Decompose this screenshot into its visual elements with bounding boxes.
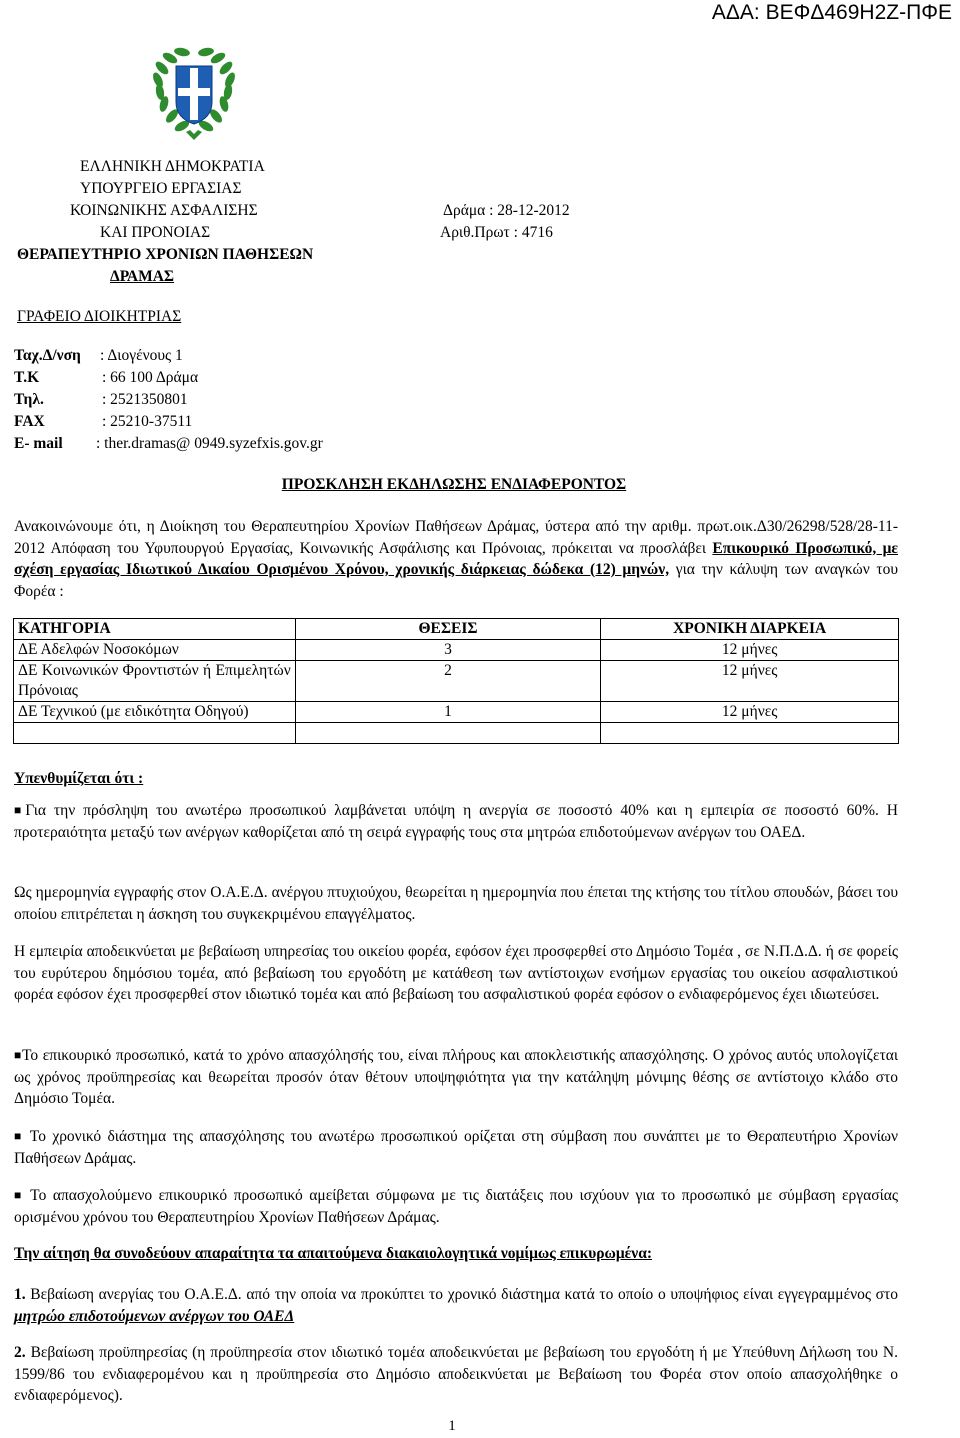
email-label: E- mail <box>14 435 63 452</box>
documents-title: Την αίτηση θα συνοδεύουν απαραίτητα τα απαιτούμενα διακαιολογητικά νομίμως επικυρωμένα: <box>14 1245 653 1262</box>
intro-text: Ανακοινώνουμε ότι, η Διοίκηση του Θεραπευτηρίου Χρονίων Παθήσεων Δράμας, ύστερα από την αριθμ. πρωτ.οικ.Δ30/26298/528/28-11-2012 Απόφαση του Υφυπουργού Εργασίας, Κοινωνικής Ασφάλισης και Πρόνοιας, πρόκειται να προσλάβει <box>14 518 898 557</box>
address-value: : Διογένους 1 <box>100 347 183 364</box>
paragraph-6: ■ Το απασχολούμενο επικουρικό προσωπικό αμείβεται σύμφωνα με τις διατάξεις που ισχύουν για το προσωπικό με σύμβαση εργασίας ορισμένου χρόνου του Θεραπευτηρίου Χρονίων Παθήσεων Δράμας. <box>14 1187 899 1226</box>
header-line-5: ΘΕΡΑΠΕΥΤΗΡΙΟ ΧΡΟΝΙΩΝ ΠΑΘΗΣΕΩΝ <box>17 246 314 263</box>
date-line: Δράμα : 28-12-2012 <box>443 202 570 219</box>
bullet-icon: ■ <box>14 1129 24 1143</box>
document-item-1: 1. Βεβαίωση ανεργίας του Ο.Α.Ε.Δ. από την οποία να προκύπτει το χρονικό διάστημα κατά το οποίο ο υποψήφιος είναι εγγεγραμμένος στο μητρώο επιδοτούμενων ανέργων του ΟΑΕΔ <box>14 1286 898 1325</box>
intro-emphasis: Επικουρικό Προσωπικό, με σχέση εργασίας Ιδιωτικού Δικαίου Ορισμένου Χρόνου, χρονικής διάρκειας δώδεκα (12) μηνών, <box>14 539 899 578</box>
bullet-icon: ■ <box>14 1048 22 1062</box>
email-value: : ther.dramas@ 0949.syzefxis.gov.gr <box>96 435 323 452</box>
table-row <box>14 640 899 661</box>
bullet-icon: ■ <box>14 1188 24 1202</box>
row-category: ΔΕ Τεχνικού (με ειδικότητα Οδηγού) <box>14 702 296 723</box>
protocol-line: Αριθ.Πρωτ : 4716 <box>440 224 553 241</box>
intro-end: για την κάλυψη των αναγκών του Φορέα : <box>14 561 898 600</box>
header-line-4: ΚΑΙ ΠΡΟΝΟΙΑΣ <box>100 224 211 241</box>
table-row <box>14 661 899 702</box>
row-duration: 12 μήνες <box>601 661 899 702</box>
paragraph-3: Η εμπειρία αποδεικνύεται με βεβαίωση υπηρεσίας του οικείου φορέα, εφόσον έχει προσφερθεί στο Δημόσιο Τομέα , σε Ν.Π.Δ.Δ. ή σε φορείς του ευρύτερου δημόσιου τομέα, από βεβαίωση του εργοδότη με κατάθεση των αντίστοιχων ενσήμων εργασίας του οικείου ασφαλιστικού φορέα εφόσον έχει προσφερθεί στον ιδιωτικό τομέα και από βεβαίωση του ασφαλιστικού φορέα εφόσον ο ενδιαφερόμενος έχει ιδιωτεύσει. <box>14 943 898 1003</box>
paragraph-5: ■ Το χρονικό διάστημα της απασχόλησης του ανωτέρω προσωπικού ορίζεται στη σύμβαση που συνάπτει με το Θεραπευτήριο Χρονίων Παθήσεων Δράμας. <box>14 1128 898 1167</box>
fax-label: FAX <box>14 413 45 430</box>
header-positions: ΘΕΣΕΙΣ <box>295 619 601 640</box>
header-line-6: ΔΡΑΜΑΣ <box>110 268 175 285</box>
page-number: 1 <box>448 1418 456 1434</box>
table-empty-row <box>14 723 899 744</box>
row-positions: 1 <box>295 702 601 723</box>
row-positions: 2 <box>295 661 601 702</box>
greek-emblem-icon <box>150 44 238 144</box>
phone-label: Τηλ. <box>14 391 44 408</box>
paragraph-2: Ως ημερομηνία εγγραφής στον Ο.Α.Ε.Δ. ανέργου πτυχιούχου, θεωρείται η ημερομηνία που έπεται της κτήσης του τίτλου σπουδών, βάσει του οποίου επιτρέπεται η άσκηση του συγκεκριμένου επαγγέλματος. <box>14 884 898 923</box>
phone-value: : 2521350801 <box>102 391 188 408</box>
header-line-1: ΕΛΛΗΝΙΚΗ ΔΗΜΟΚΡΑΤΙΑ <box>80 158 265 175</box>
header-line-2: ΥΠΟΥΡΓΕΙΟ ΕΡΓΑΣΙΑΣ <box>80 180 242 197</box>
row-duration: 12 μήνες <box>601 640 899 661</box>
office-name: ΓΡΑΦΕΙΟ ΔΙΟΙΚΗΤΡΙΑΣ <box>17 308 182 325</box>
row-positions: 3 <box>295 640 601 661</box>
row-category: ΔΕ Κοινωνικών Φροντιστών ή Επιμελητών Πρόνοιας <box>14 661 296 702</box>
row-category: ΔΕ Αδελφών Νοσοκόμων <box>14 640 296 661</box>
header-line-3: ΚΟΙΝΩΝΙΚΗΣ ΑΣΦΑΛΙΣΗΣ <box>70 202 258 219</box>
postal-code-label: Τ.Κ <box>14 369 40 386</box>
paragraph-4: ■Το επικουρικό προσωπικό, κατά το χρόνο απασχόλησής του, είναι πλήρους και αποκλειστικής απασχόλησης. Ο χρόνος αυτός υπολογίζεται ως χρόνος προϋπηρεσίας και θεωρείται προσόν όταν θέτουν υποψηφιότητα για την κατάληψη μόνιμης θέσης σε αντίστοιχο κλάδο στο Δημόσιο Τομέα. <box>14 1047 898 1107</box>
bullet-icon: ■ <box>14 803 26 817</box>
header-category: ΚΑΤΗΓΟΡΙΑ <box>14 619 296 640</box>
intro-paragraph <box>14 516 898 602</box>
document-title: ΠΡΟΣΚΛΗΣΗ ΕΚΔΗΛΩΣΗΣ ΕΝΔΙΑΦΕΡΟΝΤΟΣ <box>281 476 627 493</box>
header-duration: ΧΡΟΝΙΚΗ ΔΙΑΡΚΕΙΑ <box>601 619 899 640</box>
positions-table <box>13 618 899 744</box>
document-item-2: 2. Βεβαίωση προϋπηρεσίας (η προϋπηρεσία στον ιδιωτικό τομέα αποδεικνύεται με βεβαίωση του εργοδότη ή με Υπεύθυνη Δήλωση του Ν. 1599/86 του ενδιαφερομένου και η προϋπηρεσία στο Δημόσιο αποδεικνύεται με Βεβαίωση του Φορέα στον οποίο απασχολήθηκε ο ενδιαφερόμενος). <box>14 1344 898 1404</box>
reminder-title: Υπενθυμίζεται ότι : <box>14 770 144 787</box>
ada-code: ΑΔΑ: ΒΕΦΔ469Η2Ζ-ΠΦΕ <box>711 1 952 24</box>
table-header-row <box>14 619 899 640</box>
table-row <box>14 702 899 723</box>
fax-value: : 25210-37511 <box>102 413 193 430</box>
paragraph-1: ■Για την πρόσληψη του ανωτέρω προσωπικού λαμβάνεται υπόψη η ανεργία σε ποσοστό 40% και η εμπειρία σε ποσοστό 60%. Η προτεραιότητα μεταξύ των ανέργων καθορίζεται από τη σειρά εγγραφής τους στα μητρώα επιδοτούμενων ανέργων του ΟΑΕΔ. <box>14 802 898 841</box>
postal-code-value: : 66 100 Δράμα <box>102 369 199 386</box>
address-label: Ταχ.Δ/νση <box>14 347 81 364</box>
row-duration: 12 μήνες <box>601 702 899 723</box>
